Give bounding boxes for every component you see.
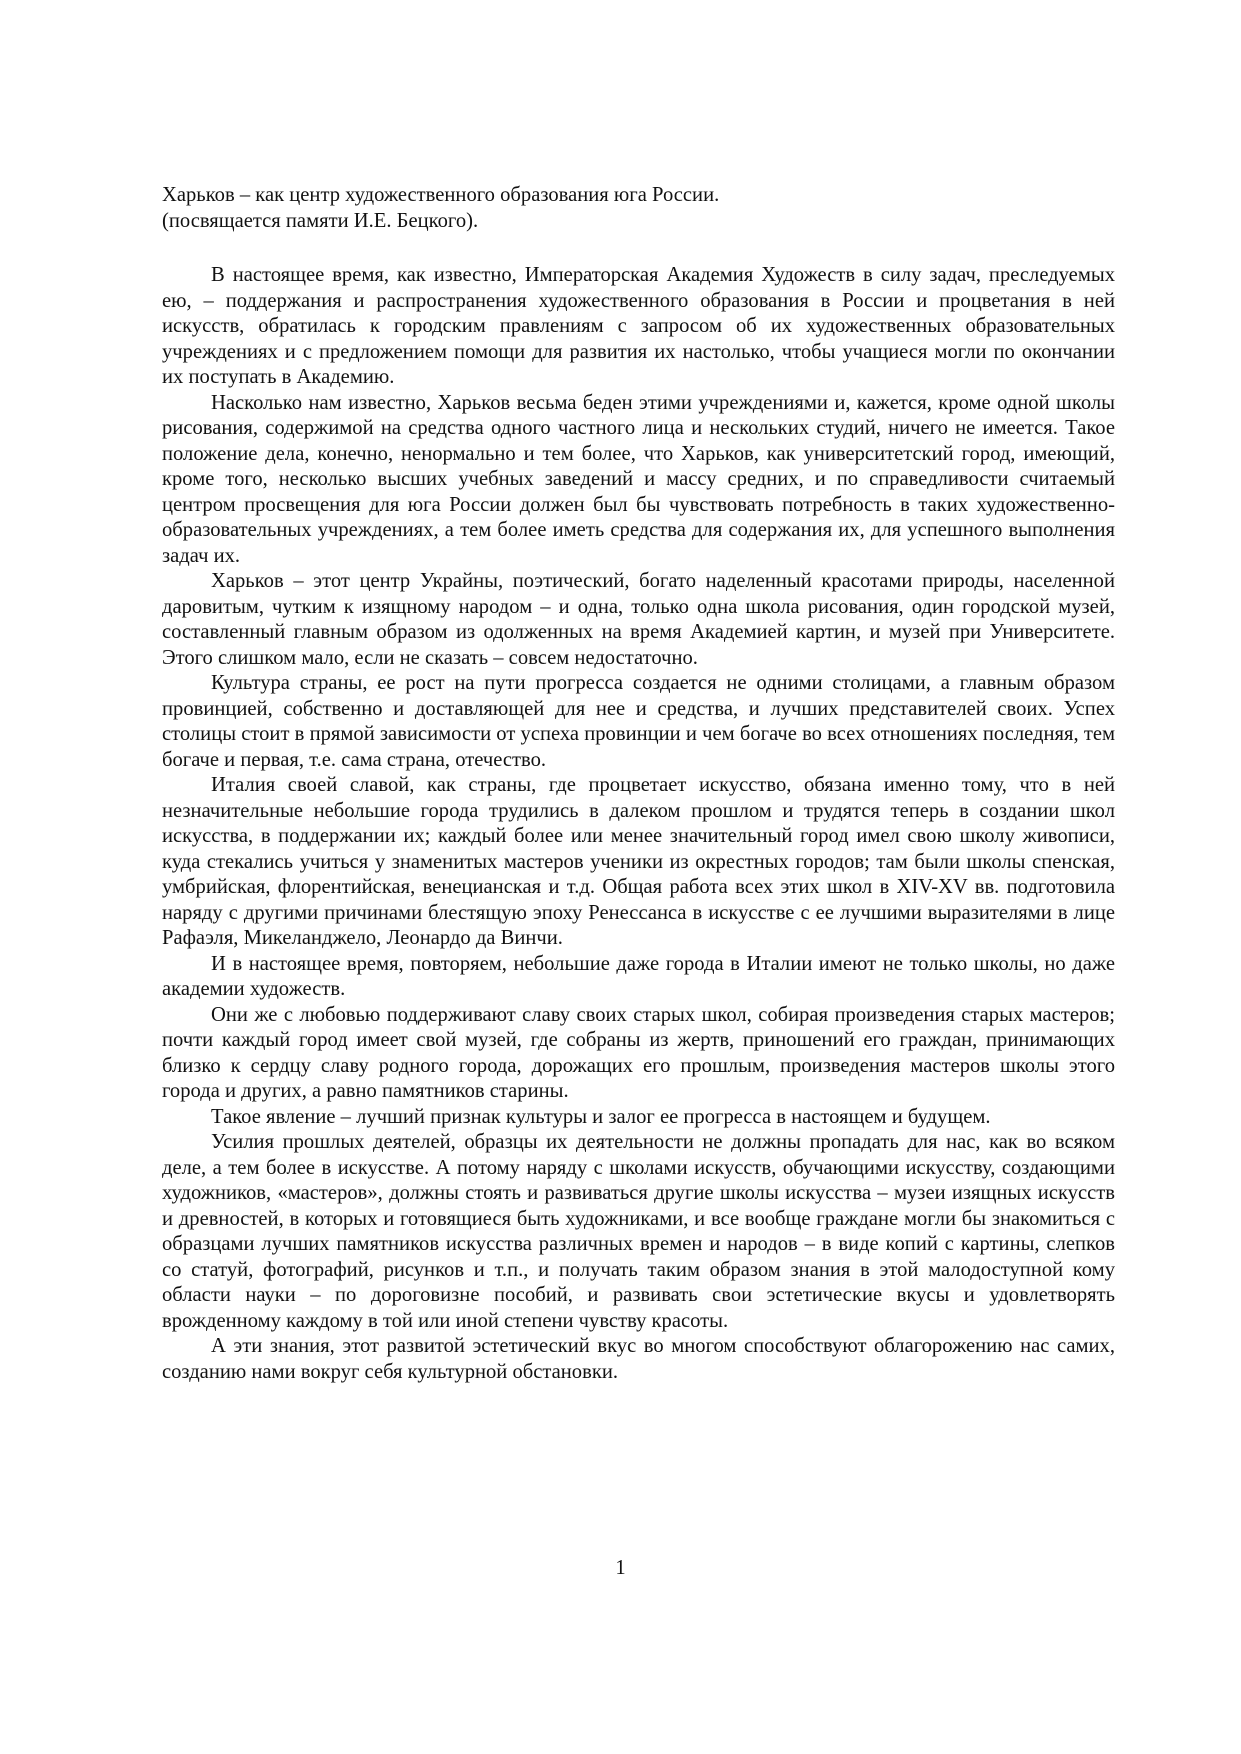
paragraph-6: И в настоящее время, повторяем, небольшие даже города в Италии имеют не только школы, но даже академии художеств.	[162, 952, 1115, 1000]
document-title: Харьков – как центр художественного образования юга России.	[162, 184, 720, 206]
page-number: 1	[615, 1557, 626, 1579]
paragraph-1: В настоящее время, как известно, Императорская Академия Художеств в силу задач, преследуемых ею, – поддержания и распространения художественного образования в России и процветания в ней искусств, обратилась к городским правлениям с запросом об их художественных образовательных учреждениях и с предложением помощи для развития их настолько, чтобы учащиеся могли по окончании их поступать в Академию.	[162, 264, 1115, 388]
document-subtitle: (посвящается памяти И.Е. Бецкого).	[162, 209, 479, 232]
paragraph-9: Усилия прошлых деятелей, образцы их деятельности не должны пропадать для нас, как во всяком деле, а тем более в искусстве. А потому наряду с школами искусств, обучающими искусству, создающими художников, «мастеров», должны стоять и развиваться другие школы искусства – музеи изящных искусств и древностей, в которых и готовящиеся быть художниками, и все вообще граждане могли бы знакомиться с образцами лучших памятников искусства различных времен и народов – в виде копий с картины, слепков со статуй, фотографий, рисунков и т.п., и получать таким образом знания в этой малодоступной кому области науки – по дороговизне пособий, и развивать свои эстетические вкусы и удовлетворять врожденному каждому в той или иной степени чувству красоты.	[162, 1131, 1115, 1332]
paragraph-7: Они же с любовью поддерживают славу своих старых школ, собирая произведения старых мастеров; почти каждый город имеет свой музей, где собраны из жертв, приношений его граждан, принимающих близко к сердцу славу родного города, дорожащих его прошлым, произведения мастеров школы этого города и других, а равно памятников старины.	[162, 1003, 1115, 1102]
paragraph-10: А эти знания, этот развитой эстетический вкус во многом способствуют облагорожению нас самих, созданию нами вокруг себя культурной обстановки.	[162, 1335, 1115, 1383]
paragraph-4: Культура страны, ее рост на пути прогресса создается не одними столицами, а главным образом провинцией, собственно и доставляющей для нее и средства, и лучших представителей своих. Успех столицы стоит в прямой зависимости от успеха провинции и чем богаче во всех отношениях последняя, тем богаче и первая, т.е. сама страна, отечество.	[162, 672, 1115, 771]
document-body	[162, 183, 1115, 1385]
paragraph-3: Харьков – этот центр Украйны, поэтический, богато наделенный красотами природы, населенной даровитым, чутким к изящному народом – и одна, только одна школа рисования, один городской музей, составленный главным образом из одолженных на время Академией картин, и музей при Университете. Этого слишком мало, если не сказать – совсем недостаточно.	[162, 570, 1115, 669]
paragraph-2: Насколько нам известно, Харьков весьма беден этими учреждениями и, кажется, кроме одной школы рисования, содержимой на средства одного частного лица и нескольких студий, ничего не имеется. Такое положение дела, конечно, ненормально и тем более, что Харьков, как университетский город, имеющий, кроме того, несколько высших учебных заведений и массу средних, и по справедливости считаемый центром просвещения для юга России должен был бы чувствовать потребность в таких художественно-образовательных учреждениях, а тем более иметь средства для содержания их, для успешного выполнения задач их.	[162, 391, 1115, 567]
title-block	[162, 183, 1115, 234]
paragraph-8: Такое явление – лучший признак культуры и залог ее прогресса в настоящем и будущем.	[211, 1105, 991, 1128]
paragraph-5: Италия своей славой, как страны, где процветает искусство, обязана именно тому, что в ней незначительные небольшие города трудились в далеком прошлом и трудятся теперь в создании школ искусства, в поддержании их; каждый более или менее значительный город имел свою школу живописи, куда стекались учиться у знаменитых мастеров ученики из окрестных городов; там были школы спенская, умбрийская, флорентийская, венецианская и т.д. Общая работа всех этих школ в XIV-XV вв. подготовила наряду с другими причинами блестящую эпоху Ренессанса в искусстве с ее лучшими выразителями в лице Рафаэля, Микеланджело, Леонардо да Винчи.	[162, 774, 1115, 949]
